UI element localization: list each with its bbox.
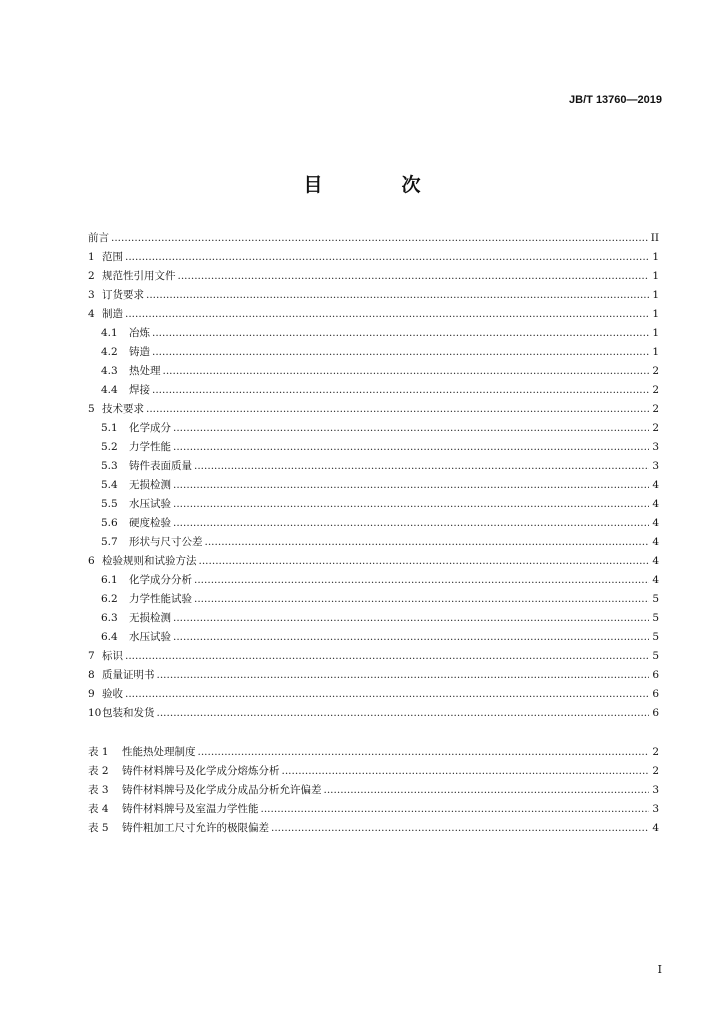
entry-title: 铸件表面质量 [129,460,192,472]
entry-number: 4 [88,308,95,320]
entry-number: 4.2 [101,346,118,358]
entry-number: 4.4 [101,384,118,396]
toc-entry[interactable] [88,666,659,685]
entry-page-number: 5 [652,593,659,605]
entry-page-number: 2 [652,403,659,415]
dot-leader [157,704,650,723]
toc-entry[interactable] [88,533,659,552]
entry-number: 6.1 [101,574,118,586]
dot-leader [173,609,649,628]
standard-code: JB/T 13760—2019 [569,94,662,106]
dot-leader [261,800,650,819]
dot-leader [198,743,650,762]
entry-page-number: 1 [652,251,659,263]
toc-entry[interactable] [88,362,659,381]
dot-leader [194,571,649,590]
entry-number: 7 [88,650,95,662]
entry-number: 表 1 [88,746,109,758]
dot-leader [324,781,650,800]
dot-leader [163,362,650,381]
entry-number: 5.6 [101,517,118,529]
entry-title: 铸件材料牌号及化学成分成品分析允许偏差 [122,784,322,796]
toc-entry[interactable] [88,400,659,419]
entry-number: 2 [88,270,95,282]
entry-number: 5.5 [101,498,118,510]
toc-entry[interactable] [88,685,659,704]
entry-page-number: II [650,232,659,244]
toc-entry[interactable] [88,476,659,495]
entry-page-number: 2 [652,422,659,434]
entry-page-number: 3 [652,784,659,796]
entry-title: 硬度检验 [129,517,171,529]
entry-title: 水压试验 [129,631,171,643]
entry-number: 表 5 [88,822,109,834]
dot-leader [146,286,649,305]
entry-number: 1 [88,251,95,263]
entry-number: 8 [88,669,95,681]
dot-leader [194,590,649,609]
list-of-tables [88,743,659,838]
toc-entry[interactable] [88,514,659,533]
dot-leader [111,229,649,248]
entry-title: 化学成分分析 [129,574,192,586]
entry-title: 焊接 [129,384,150,396]
entry-number: 4.3 [101,365,118,377]
entry-title: 验收 [102,688,123,700]
entry-page-number: 2 [652,384,659,396]
entry-title: 无损检测 [129,612,171,624]
page-number: I [657,963,662,976]
toc-entry[interactable] [88,704,659,723]
entry-page-number: 4 [652,517,659,529]
toc-entry[interactable] [88,305,659,324]
entry-page-number: 2 [652,765,659,777]
entry-number: 3 [88,289,95,301]
entry-page-number: 4 [652,498,659,510]
entry-page-number: 5 [652,650,659,662]
dot-leader [194,457,649,476]
dot-leader [125,647,649,666]
entry-page-number: 5 [652,612,659,624]
dot-leader [125,305,649,324]
entry-page-number: 1 [652,308,659,320]
entry-number: 5 [88,403,95,415]
entry-page-number: 5 [652,631,659,643]
toc-entry[interactable] [88,419,659,438]
entry-number: 6 [88,555,95,567]
entry-number: 5.1 [101,422,118,434]
toc-entry[interactable] [88,343,659,362]
toc-entry[interactable] [88,438,659,457]
page-title: 目 次 [303,174,451,196]
entry-title: 制造 [102,308,123,320]
entry-page-number: 4 [652,536,659,548]
dot-leader [152,381,649,400]
entry-page-number: 1 [652,289,659,301]
toc-entry[interactable] [88,229,659,248]
entry-number: 10 [88,707,102,719]
entry-number: 4.1 [101,327,118,339]
entry-number: 5.2 [101,441,118,453]
dot-leader [173,419,649,438]
entry-page-number: 3 [652,441,659,453]
entry-page-number: 1 [652,327,659,339]
entry-page-number: 3 [652,803,659,815]
toc-entry[interactable] [88,552,659,571]
toc-entry[interactable] [88,495,659,514]
toc-entry[interactable] [88,457,659,476]
dot-leader [152,343,649,362]
entry-number: 表 4 [88,803,109,815]
table-list-entry[interactable] [88,800,659,819]
dot-leader [146,400,649,419]
entry-title: 形状与尺寸公差 [129,536,203,548]
entry-page-number: 1 [652,270,659,282]
entry-title: 力学性能试验 [129,593,192,605]
dot-leader [173,514,649,533]
entry-title: 铸件材料牌号及室温力学性能 [122,803,259,815]
toc-entry[interactable] [88,571,659,590]
entry-title: 无损检测 [129,479,171,491]
entry-number: 5.4 [101,479,118,491]
entry-page-number: 4 [652,574,659,586]
toc-entry[interactable] [88,286,659,305]
dot-leader [282,762,650,781]
entry-number: 表 3 [88,784,109,796]
entry-title: 检验规则和试验方法 [102,555,197,567]
dot-leader [199,552,650,571]
dot-leader [205,533,650,552]
entry-page-number: 4 [652,555,659,567]
dot-leader [125,685,649,704]
entry-title: 技术要求 [102,403,144,415]
toc-entry[interactable] [88,590,659,609]
entry-number: 表 2 [88,765,109,777]
toc-entry[interactable] [88,381,659,400]
toc-entry[interactable] [88,628,659,647]
dot-leader [173,495,649,514]
table-list-entry[interactable] [88,781,659,800]
entry-title: 前言 [88,232,109,244]
entry-title: 力学性能 [129,441,171,453]
entry-title: 性能热处理制度 [122,746,196,758]
entry-page-number: 2 [652,746,659,758]
dot-leader [125,248,649,267]
entry-number: 9 [88,688,95,700]
toc-entry[interactable] [88,609,659,628]
dot-leader [173,628,649,647]
entry-number: 5.3 [101,460,118,472]
entry-title: 铸件材料牌号及化学成分熔炼分析 [122,765,280,777]
table-of-contents [88,229,659,723]
entry-title: 标识 [102,650,123,662]
dot-leader [271,819,649,838]
toc-entry[interactable] [88,647,659,666]
table-list-entry[interactable] [88,819,659,838]
entry-number: 6.4 [101,631,118,643]
entry-page-number: 2 [652,365,659,377]
entry-number: 6.2 [101,593,118,605]
entry-page-number: 4 [652,479,659,491]
entry-title: 包装和发货 [102,707,155,719]
entry-title: 冶炼 [129,327,150,339]
dot-leader [178,267,650,286]
table-list-entry[interactable] [88,743,659,762]
entry-title: 铸件粗加工尺寸允许的极限偏差 [122,822,269,834]
entry-page-number: 3 [652,460,659,472]
table-list-entry[interactable] [88,762,659,781]
entry-title: 水压试验 [129,498,171,510]
dot-leader [173,476,649,495]
entry-title: 质量证明书 [102,669,155,681]
entry-title: 铸造 [129,346,150,358]
entry-title: 范围 [102,251,123,263]
toc-entry[interactable] [88,324,659,343]
entry-title: 热处理 [129,365,161,377]
entry-number: 6.3 [101,612,118,624]
entry-title: 规范性引用文件 [102,270,176,282]
toc-entry[interactable] [88,267,659,286]
entry-page-number: 6 [652,669,659,681]
entry-page-number: 1 [652,346,659,358]
dot-leader [157,666,650,685]
entry-title: 订货要求 [102,289,144,301]
dot-leader [173,438,649,457]
entry-title: 化学成分 [129,422,171,434]
entry-page-number: 6 [652,707,659,719]
entry-page-number: 6 [652,688,659,700]
dot-leader [152,324,649,343]
toc-entry[interactable] [88,248,659,267]
entry-page-number: 4 [652,822,659,834]
entry-number: 5.7 [101,536,118,548]
